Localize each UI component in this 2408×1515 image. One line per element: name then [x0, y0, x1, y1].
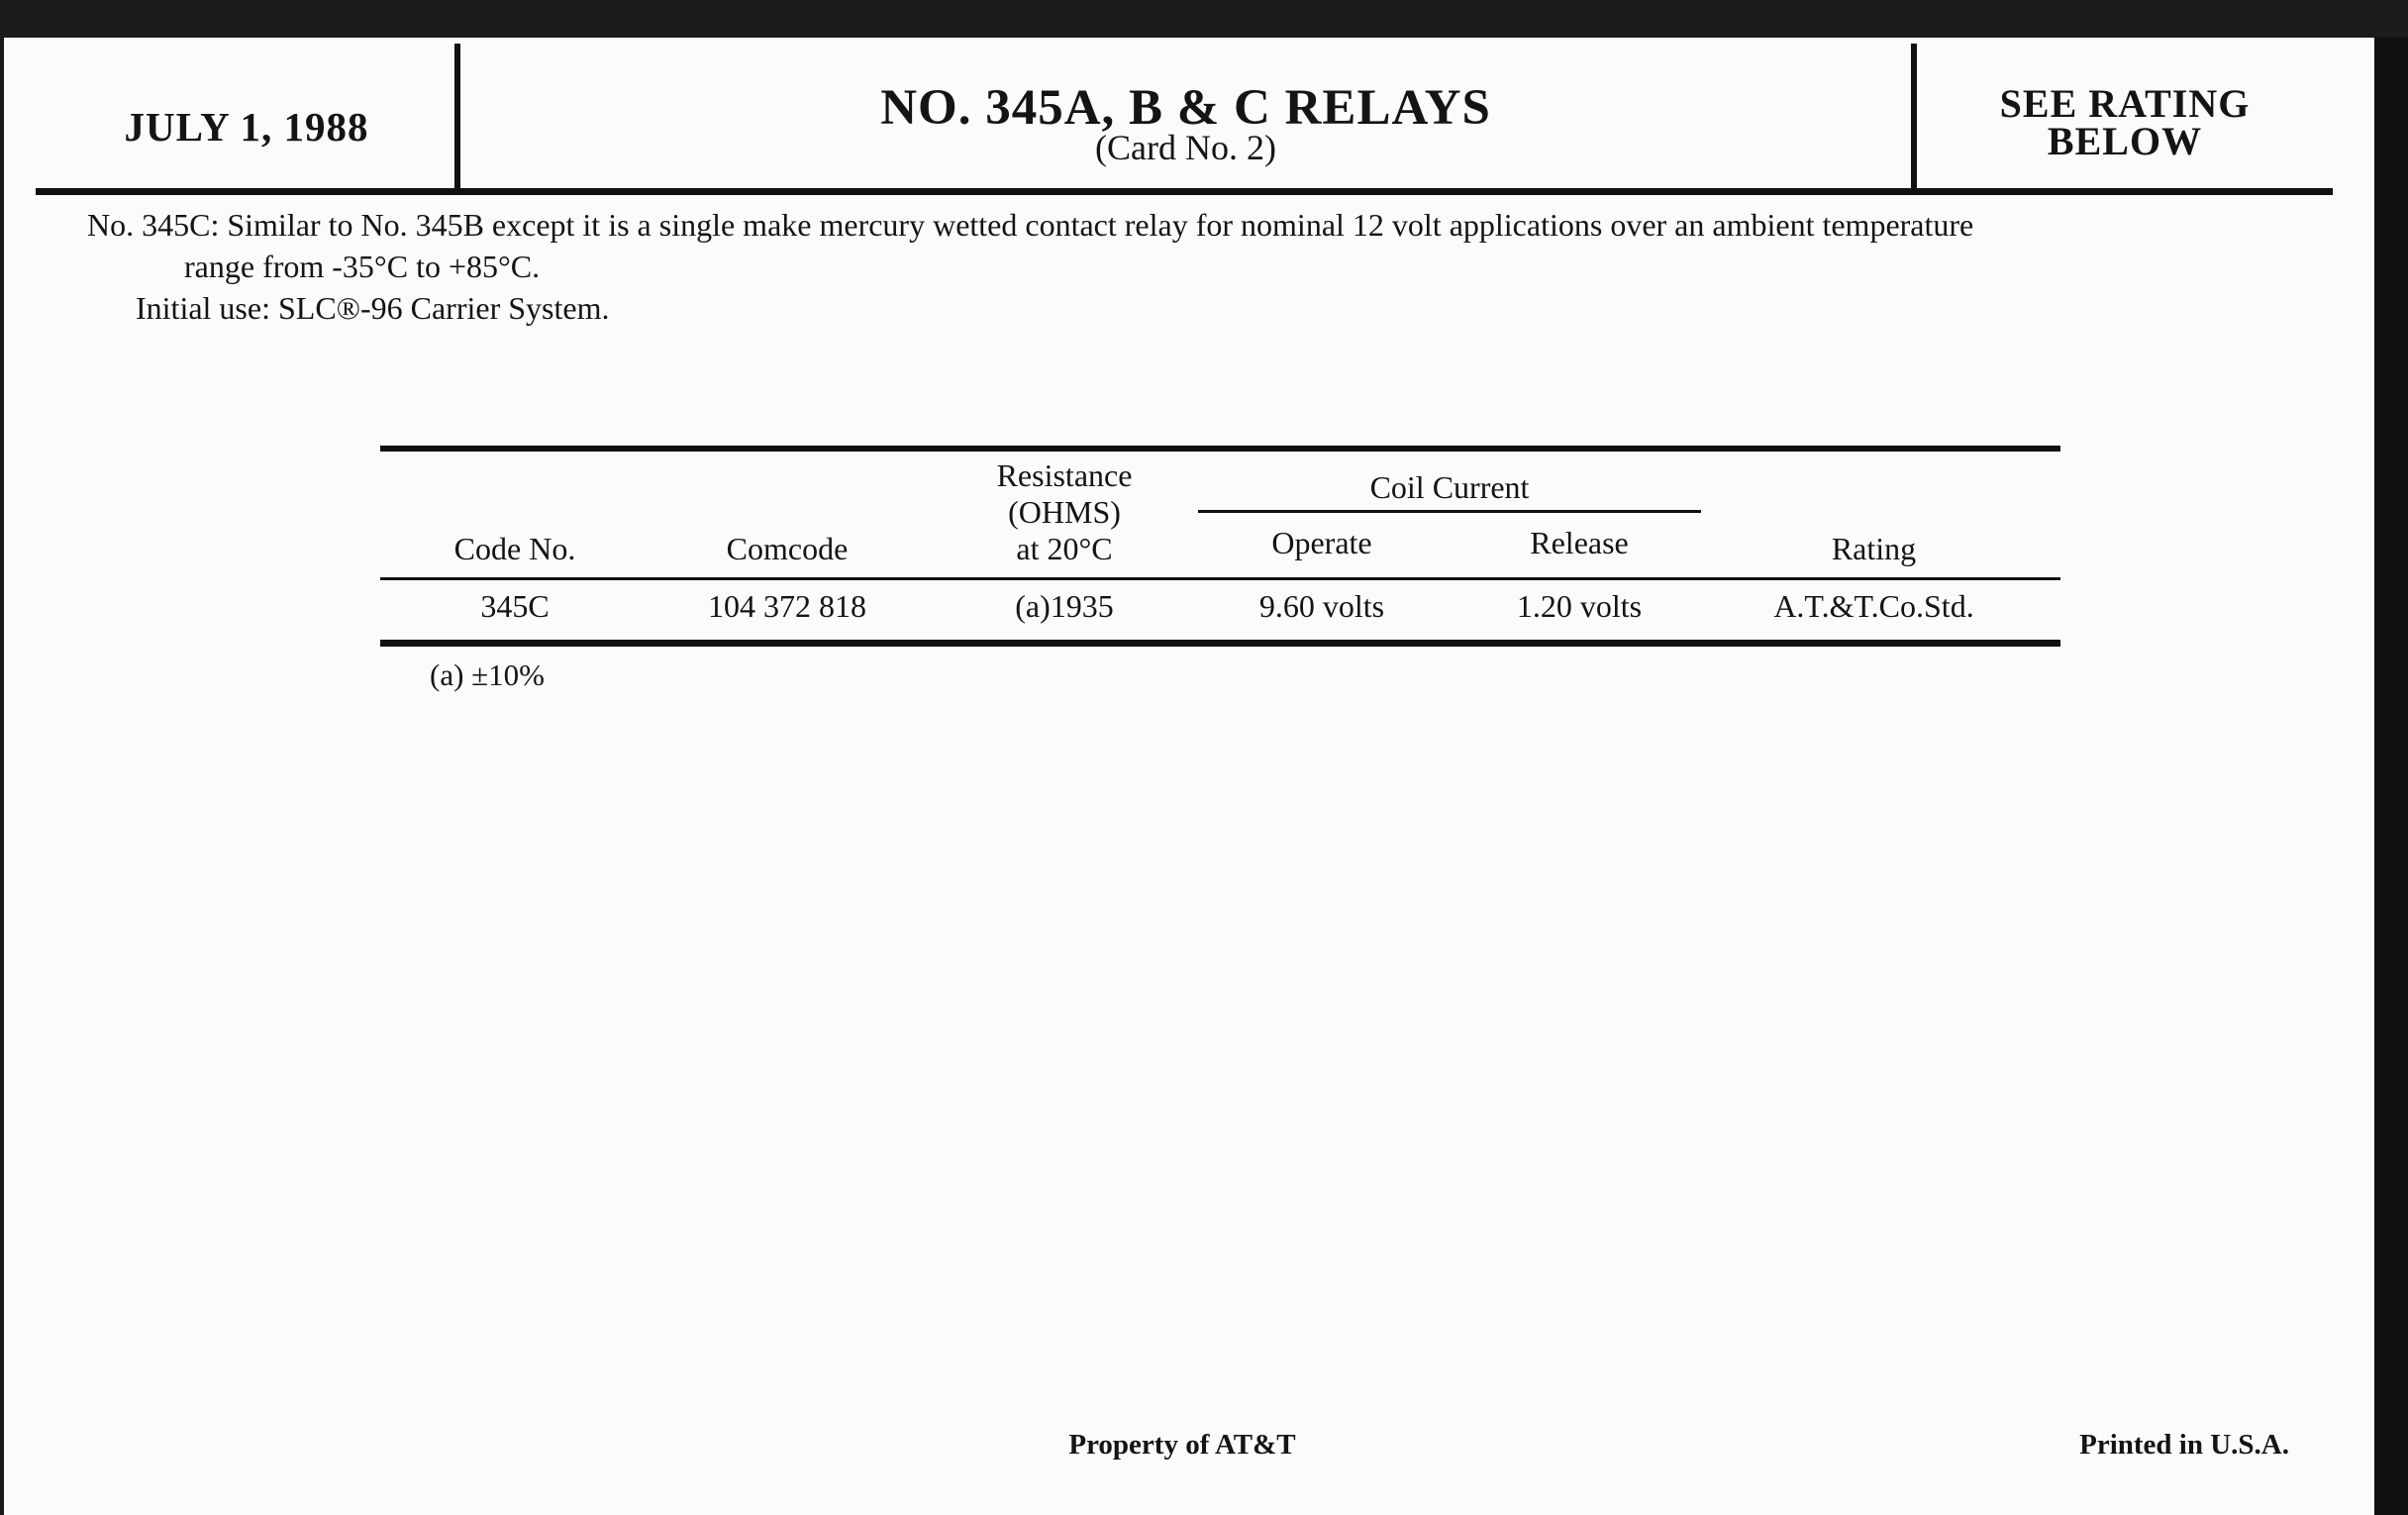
header-operate: Operate [1271, 525, 1372, 560]
table-top-rule [380, 446, 2060, 452]
table-header-rule [380, 577, 2060, 580]
cell-release: 1.20 volts [1516, 588, 1643, 624]
header-divider-right [1911, 44, 1917, 190]
cell-comcode: 104 372 818 [708, 588, 866, 624]
initial-use-line: Initial use: SLC®-96 Carrier System. [136, 290, 610, 326]
printed-notice: Printed in U.S.A. [2079, 1429, 2289, 1461]
table-bottom-rule [380, 640, 2060, 647]
header-resistance-line2: (OHMS) [1008, 494, 1121, 530]
header-comcode: Comcode [726, 531, 849, 566]
header-code-no: Code No. [453, 531, 576, 566]
header-rule [36, 188, 2333, 195]
rating-note [1918, 81, 2332, 163]
cell-rating: A.T.&T.Co.Std. [1773, 588, 1974, 624]
header-release: Release [1530, 525, 1629, 560]
header-coil-current: Coil Current [1369, 469, 1530, 505]
cell-code-no: 345C [480, 588, 550, 624]
description-line: range from -35°C to +85°C. [184, 249, 541, 284]
description-line: No. 345C: Similar to No. 345B except it is a single make mercury wetted contact relay for nominal 12 volt applications over an ambient temperature [87, 207, 1974, 243]
scan-edge [2374, 38, 2408, 1515]
cell-resistance: (a)1935 [1015, 588, 1114, 624]
header-resistance-line3: at 20°C [1016, 531, 1113, 566]
cell-operate: 9.60 volts [1258, 588, 1385, 624]
description [87, 204, 2305, 329]
card-title: NO. 345A, B & C RELAYS [880, 80, 1491, 136]
card-subtitle: (Card No. 2) [1095, 128, 1276, 167]
header-divider-left [454, 44, 460, 190]
rating-note-line1: SEE RATING [1999, 81, 2251, 126]
coil-current-rule [1198, 510, 1701, 513]
property-notice: Property of AT&T [1068, 1429, 1296, 1461]
header-resistance [951, 457, 1178, 567]
table-footnote: (a) ±10% [430, 657, 545, 692]
header-rating: Rating [1831, 531, 1917, 566]
header-resistance-line1: Resistance [996, 457, 1133, 493]
issue-date: JULY 1, 1988 [124, 104, 369, 150]
rating-note-line2: BELOW [2047, 119, 2203, 163]
